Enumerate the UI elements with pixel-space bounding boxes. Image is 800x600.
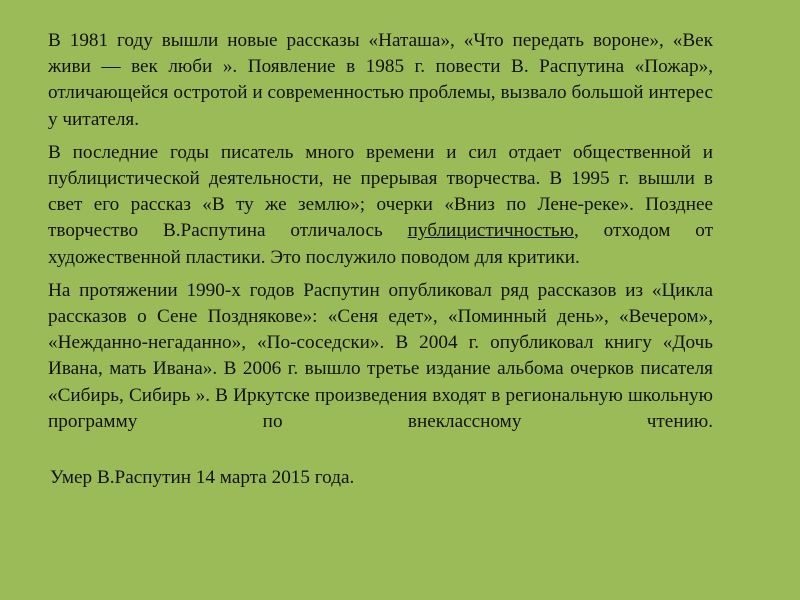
death-date-line: Умер В.Распутин 14 марта 2015 года.	[50, 467, 355, 489]
paragraph-later-years	[48, 140, 713, 271]
paragraph-1990s-works: На протяжении 1990-х годов Распутин опубликовал ряд рассказов из «Цикла рассказов о Сене Позднякове»: «Сеня едет», «Поминный день», «Вечером», «Нежданно-негаданно», «По-соседски». В 2004 г. опубликовал книгу «Дочь Ивана, мать Ивана». В 2006 г. вышло третье издание альбома очерков писателя «Сибирь, Сибирь ». В Иркутске произведения входят в региональную школьную программу по внеклассному чтению.	[48, 279, 713, 432]
paragraph-later-years-text-end: , отходом от художественной пластики. Это послужило поводом для критики.	[48, 220, 713, 268]
paragraph-later-years-text-start: В последние годы писатель много времени и сил отдает общественной и публицистической деятельности, не прерывая творчества. В 1995 г. вышли в свет его рассказ «В ту же землю»; очерки «Вниз по Лене-реке». Позднее творчество В.Распутина отличалось	[48, 141, 713, 242]
paragraph-1981-stories: В 1981 году вышли новые рассказы «Наташа», «Что передать вороне», «Век живи — век люби ». Появление в 1985 г. повести В. Распутина «Пожар», отличающейся остротой и современностью проблемы, вызвало большой интерес у читателя.	[48, 30, 713, 130]
underlined-term-publicism: публицистичностью	[407, 220, 575, 242]
slide-content	[48, 28, 713, 498]
